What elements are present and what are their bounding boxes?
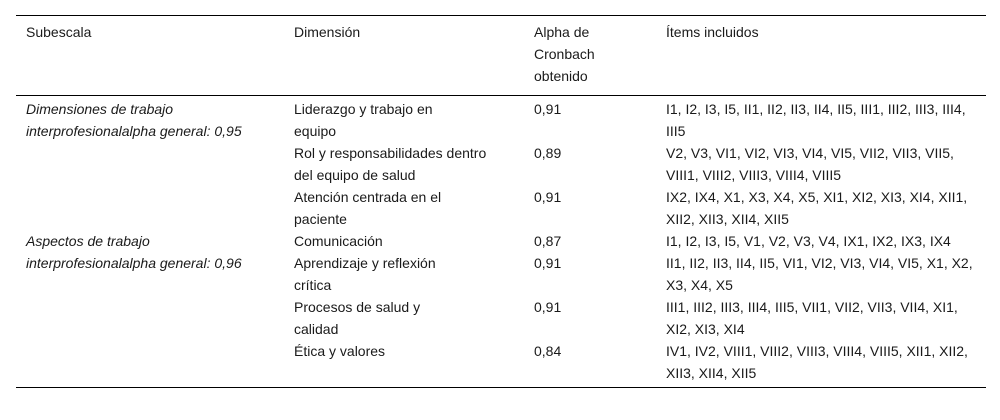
items-cell: I1, I2, I3, I5, II1, II2, II3, II4, II5, III1, III2, III3, III4, III5 bbox=[666, 101, 966, 139]
header-alpha: Alpha de Cronbach obtenido bbox=[534, 24, 595, 84]
dimension-cell: Comunicación bbox=[294, 233, 383, 249]
table-row bbox=[16, 96, 986, 143]
dimension-cell: Ética y valores bbox=[294, 343, 386, 359]
items-cell: I1, I2, I3, I5, V1, V2, V3, V4, IX1, IX2, IX3, IX4 bbox=[666, 233, 951, 249]
header-subscale: Subescala bbox=[26, 24, 92, 40]
items-cell: V2, V3, VI1, VI2, VI3, VI4, VI5, VII2, VII3, VII5, VIII1, VIII2, VIII3, VIII4, VIII5 bbox=[666, 145, 954, 183]
items-cell: III1, III2, III3, III4, III5, VII1, VII2, VII3, VII4, XI1, XI2, XI3, XI4 bbox=[666, 299, 958, 337]
alpha-cell: 0,87 bbox=[534, 233, 562, 249]
alpha-cell: 0,91 bbox=[534, 189, 562, 205]
header-dimension: Dimensión bbox=[294, 24, 361, 40]
dimension-cell: Aprendizaje y reflexión crítica bbox=[294, 255, 436, 293]
items-cell: II1, II2, II3, II4, II5, VI1, VI2, VI3, VI4, VI5, X1, X2, X3, X4, X5 bbox=[666, 255, 973, 293]
table-body bbox=[16, 96, 986, 388]
items-cell: IX2, IX4, X1, X3, X4, X5, XI1, XI2, XI3, XI4, XII1, XII2, XII3, XII4, XII5 bbox=[666, 189, 968, 227]
dimension-cell: Atención centrada en el paciente bbox=[294, 189, 442, 227]
alpha-cell: 0,89 bbox=[534, 145, 562, 161]
subscale-cell: Aspectos de trabajo interprofesionalalpha general: 0,96 bbox=[26, 233, 242, 271]
table-header bbox=[16, 16, 986, 96]
dimension-cell: Liderazgo y trabajo en equipo bbox=[294, 101, 433, 139]
alpha-cell: 0,84 bbox=[534, 343, 562, 359]
table-row bbox=[16, 230, 986, 252]
subscale-cell: Dimensiones de trabajo interprofesionalalpha general: 0,95 bbox=[26, 101, 242, 139]
reliability-table-container bbox=[16, 15, 986, 388]
items-cell: IV1, IV2, VIII1, VIII2, VIII3, VIII4, VIII5, XII1, XII2, XII3, XII4, XII5 bbox=[666, 343, 968, 381]
alpha-cell: 0,91 bbox=[534, 101, 562, 117]
alpha-cell: 0,91 bbox=[534, 255, 562, 271]
dimension-cell: Rol y responsabilidades dentro del equipo de salud bbox=[294, 145, 487, 183]
header-items: Ítems incluidos bbox=[666, 24, 759, 40]
header-row bbox=[16, 16, 986, 96]
dimension-cell: Procesos de salud y calidad bbox=[294, 299, 421, 337]
alpha-cell: 0,91 bbox=[534, 299, 562, 315]
reliability-table bbox=[16, 15, 986, 388]
